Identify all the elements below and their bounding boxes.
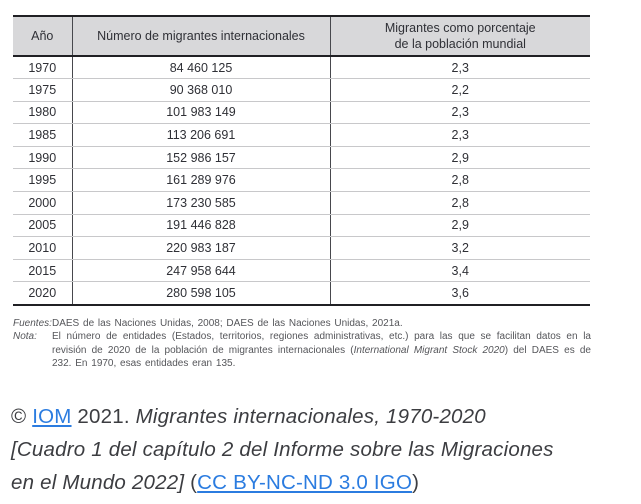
header-percent-line1: Migrantes como porcentaje	[384, 20, 536, 35]
percent-cell: 2,3	[330, 101, 590, 124]
table-row	[13, 259, 590, 282]
text-segment: International Migrant Stock 2020	[353, 344, 505, 356]
year-cell: 1975	[13, 79, 72, 102]
percent-cell: 2,9	[330, 214, 590, 237]
note-row	[13, 330, 591, 370]
text-segment: 2021.	[71, 405, 136, 428]
notes-block	[13, 317, 591, 371]
note-label: Nota:	[13, 331, 37, 343]
migrants-cell: 247 958 644	[72, 259, 330, 282]
header-year: Año	[13, 16, 72, 56]
migrants-table	[13, 15, 590, 306]
table-row	[13, 124, 590, 147]
table-body	[13, 56, 590, 305]
text-segment: ©	[11, 405, 33, 428]
note-text	[52, 330, 591, 370]
attribution-line	[11, 466, 631, 499]
migrants-cell: 152 986 157	[72, 146, 330, 169]
year-cell: 2010	[13, 237, 72, 260]
percent-cell: 2,9	[330, 146, 590, 169]
text-segment: El número de entidades (Estados, territorios, regiones administrativas, etc.) para las que se facilitan datos en la revisión de 2020 de la población de migrantes internacionales (	[52, 331, 591, 356]
text-segment: ) del DAES es de 232. En 1970, esas entidades eran 135.	[52, 344, 591, 370]
text-segment: DAES de las Naciones Unidas, 2008; DAES de las Naciones Unidas, 2021a.	[52, 318, 403, 329]
table-row	[13, 101, 590, 124]
text-segment: en el Mundo 2022]	[11, 471, 185, 494]
percent-cell: 2,8	[330, 169, 590, 192]
text-segment: )	[412, 471, 420, 494]
note-text	[52, 317, 591, 330]
note-label: Fuentes:	[13, 318, 52, 329]
migrants-cell: 90 368 010	[72, 79, 330, 102]
table-row	[13, 282, 590, 305]
year-cell: 1980	[13, 101, 72, 124]
year-cell: 1970	[13, 56, 72, 79]
table-row	[13, 79, 590, 102]
table-header	[13, 16, 590, 56]
attribution-line	[11, 400, 631, 433]
text-segment: Migrantes internacionales, 1970-2020	[135, 405, 486, 428]
migrants-cell: 191 446 828	[72, 214, 330, 237]
table-row	[13, 146, 590, 169]
percent-cell: 2,3	[330, 124, 590, 147]
header-migrants: Número de migrantes internacionales	[72, 16, 330, 56]
percent-cell: 2,3	[330, 56, 590, 79]
percent-cell: 3,6	[330, 282, 590, 305]
table-row	[13, 192, 590, 215]
migrants-cell: 161 289 976	[72, 169, 330, 192]
migrants-cell: 280 598 105	[72, 282, 330, 305]
year-cell: 2005	[13, 214, 72, 237]
iom-link[interactable]: IOM	[32, 405, 72, 428]
migrants-cell: 113 206 691	[72, 124, 330, 147]
header-percent	[330, 16, 590, 56]
note-row	[13, 317, 591, 330]
percent-cell: 2,2	[330, 79, 590, 102]
migrants-cell: 84 460 125	[72, 56, 330, 79]
header-row	[13, 16, 590, 56]
year-cell: 2015	[13, 259, 72, 282]
year-cell: 1995	[13, 169, 72, 192]
attribution-line	[11, 433, 631, 466]
cc-license-link[interactable]: CC BY-NC-ND 3.0 IGO	[197, 471, 413, 494]
table-row	[13, 237, 590, 260]
table-row	[13, 169, 590, 192]
header-percent-line2: de la población mundial	[394, 37, 526, 51]
table-row	[13, 214, 590, 237]
percent-cell: 2,8	[330, 192, 590, 215]
year-cell: 1990	[13, 146, 72, 169]
migrants-cell: 173 230 585	[72, 192, 330, 215]
text-segment: [Cuadro 1 del capítulo 2 del Informe sobre las Migraciones	[11, 438, 554, 461]
text-segment: (	[184, 471, 198, 494]
table-row	[13, 56, 590, 79]
migrants-cell: 101 983 149	[72, 101, 330, 124]
year-cell: 2000	[13, 192, 72, 215]
year-cell: 2020	[13, 282, 72, 305]
attribution-block	[11, 400, 631, 499]
percent-cell: 3,2	[330, 237, 590, 260]
migrants-cell: 220 983 187	[72, 237, 330, 260]
percent-cell: 3,4	[330, 259, 590, 282]
year-cell: 1985	[13, 124, 72, 147]
